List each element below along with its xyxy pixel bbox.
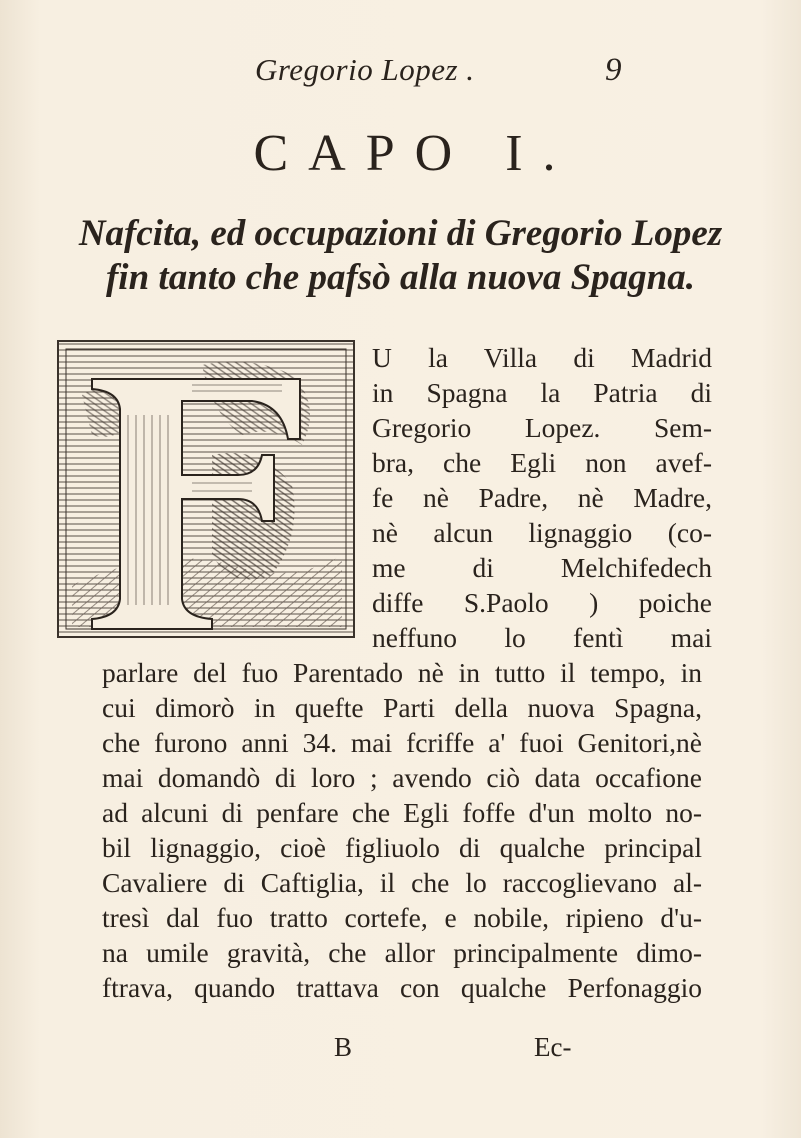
body-line: bil lignaggio, cioè figliuolo di qualche principal [102, 832, 702, 863]
body-line: bra, che Egli non avef- [372, 447, 712, 478]
body-line: diffe S.Paolo ) poiche [372, 587, 712, 618]
body-line: tresì dal fuo tratto cortefe, e nobile, ripieno d'u- [102, 902, 702, 933]
page-number: 9 [605, 52, 622, 88]
body-line: Cavaliere di Caftiglia, il che lo raccoglievano al- [102, 867, 702, 898]
body-line: Gregorio Lopez. Sem- [372, 412, 712, 443]
body-line: U la Villa di Madrid [372, 342, 712, 373]
drop-cap-initial [52, 335, 360, 645]
running-head-title: Gregorio Lopez . [255, 52, 475, 87]
body-line: parlare del fuo Parentado nè in tutto il tempo, in [102, 657, 702, 688]
page-footer [0, 1032, 801, 1068]
body-line: cui dimorò in quefte Parti della nuova Spagna, [102, 692, 702, 723]
subtitle-line-1: Nafcita, ed occupazioni di Gregorio Lopez [78, 213, 723, 254]
drop-cap-engraving [52, 335, 360, 645]
body-line: mai domandò di loro ; avendo ciò data occafione [102, 762, 702, 793]
signature-mark: B [334, 1032, 353, 1062]
body-line: ad alcuni di penfare che Egli foffe d'un molto no- [102, 797, 702, 828]
body-line: fe nè Padre, nè Madre, [372, 482, 712, 513]
subtitle-line-2: fin tanto che pafsò alla nuova Spagna. [105, 257, 695, 298]
chapter-heading: CAPO I. [253, 125, 576, 182]
body-line: neffuno lo fentì mai [372, 622, 712, 653]
body-line: in Spagna la Patria di [372, 377, 712, 408]
body-line: ftrava, quando trattava con qualche Perfonaggio [102, 972, 702, 1003]
body-line: che furono anni 34. mai fcriffe a' fuoi Genitori,nè [102, 727, 702, 758]
running-head [0, 52, 801, 92]
body-line: nè alcun lignaggio (co- [372, 517, 712, 548]
catchword: Ec- [534, 1032, 572, 1062]
chapter-subtitle [0, 212, 801, 300]
body-line: me di Melchifedech [372, 552, 712, 583]
body-line: na umile gravità, che allor principalmente dimo- [102, 937, 702, 968]
